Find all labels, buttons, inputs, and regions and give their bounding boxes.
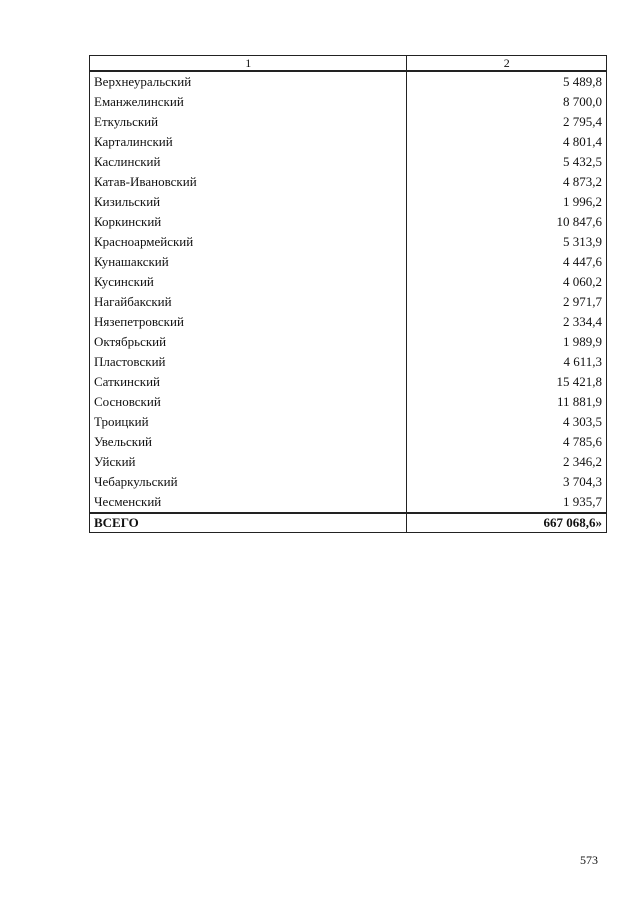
- district-value: 8 700,0: [407, 92, 607, 112]
- district-value: 1 989,9: [407, 332, 607, 352]
- table-row: [90, 272, 607, 292]
- district-value: 2 346,2: [407, 452, 607, 472]
- district-name: Еткульский: [90, 112, 407, 132]
- district-name: Нагайбакский: [90, 292, 407, 312]
- table-row: [90, 312, 607, 332]
- district-name: Еманжелинский: [90, 92, 407, 112]
- district-name: Каслинский: [90, 152, 407, 172]
- district-value: 2 795,4: [407, 112, 607, 132]
- district-name: Красноармейский: [90, 232, 407, 252]
- total-label: ВСЕГО: [90, 513, 407, 533]
- table-row: [90, 132, 607, 152]
- district-value: 5 313,9: [407, 232, 607, 252]
- column-header-2: 2: [407, 56, 607, 72]
- table-row: [90, 92, 607, 112]
- district-value: 11 881,9: [407, 392, 607, 412]
- table-row: [90, 71, 607, 92]
- district-name: Кизильский: [90, 192, 407, 212]
- district-value: 2 334,4: [407, 312, 607, 332]
- district-name: Кусинский: [90, 272, 407, 292]
- district-name: Чесменский: [90, 492, 407, 513]
- district-value: 5 489,8: [407, 71, 607, 92]
- table-row: [90, 212, 607, 232]
- table-row: [90, 352, 607, 372]
- district-name: Кунашакский: [90, 252, 407, 272]
- table-row: [90, 432, 607, 452]
- table-body: [90, 71, 607, 513]
- district-name: Октябрьский: [90, 332, 407, 352]
- total-row: [90, 513, 607, 533]
- district-name: Катав-Ивановский: [90, 172, 407, 192]
- district-value: 15 421,8: [407, 372, 607, 392]
- table-row: [90, 472, 607, 492]
- district-name: Карталинский: [90, 132, 407, 152]
- district-value: 4 303,5: [407, 412, 607, 432]
- district-name: Чебаркульский: [90, 472, 407, 492]
- district-name: Верхнеуральский: [90, 71, 407, 92]
- district-value: 4 873,2: [407, 172, 607, 192]
- district-value: 4 611,3: [407, 352, 607, 372]
- budget-table: [89, 55, 607, 533]
- district-name: Саткинский: [90, 372, 407, 392]
- district-value: 4 060,2: [407, 272, 607, 292]
- district-name: Пластовский: [90, 352, 407, 372]
- district-value: 4 447,6: [407, 252, 607, 272]
- table-row: [90, 372, 607, 392]
- table-row: [90, 192, 607, 212]
- table-row: [90, 232, 607, 252]
- district-name: Нязепетровский: [90, 312, 407, 332]
- table-row: [90, 252, 607, 272]
- table-row: [90, 112, 607, 132]
- district-value: 1 935,7: [407, 492, 607, 513]
- table-row: [90, 172, 607, 192]
- district-value: 2 971,7: [407, 292, 607, 312]
- district-value: 10 847,6: [407, 212, 607, 232]
- district-name: Увельский: [90, 432, 407, 452]
- district-name: Троицкий: [90, 412, 407, 432]
- table-row: [90, 332, 607, 352]
- district-value: 4 801,4: [407, 132, 607, 152]
- table-row: [90, 452, 607, 472]
- table-header-row: [90, 56, 607, 72]
- table-row: [90, 152, 607, 172]
- district-name: Сосновский: [90, 392, 407, 412]
- table-row: [90, 412, 607, 432]
- district-name: Уйский: [90, 452, 407, 472]
- total-value: 667 068,6»: [407, 513, 607, 533]
- table-row: [90, 392, 607, 412]
- district-value: 3 704,3: [407, 472, 607, 492]
- district-value: 1 996,2: [407, 192, 607, 212]
- district-value: 5 432,5: [407, 152, 607, 172]
- table-row: [90, 492, 607, 513]
- district-name: Коркинский: [90, 212, 407, 232]
- column-header-1: 1: [90, 56, 407, 72]
- page-number: 573: [580, 853, 598, 867]
- table-row: [90, 292, 607, 312]
- district-value: 4 785,6: [407, 432, 607, 452]
